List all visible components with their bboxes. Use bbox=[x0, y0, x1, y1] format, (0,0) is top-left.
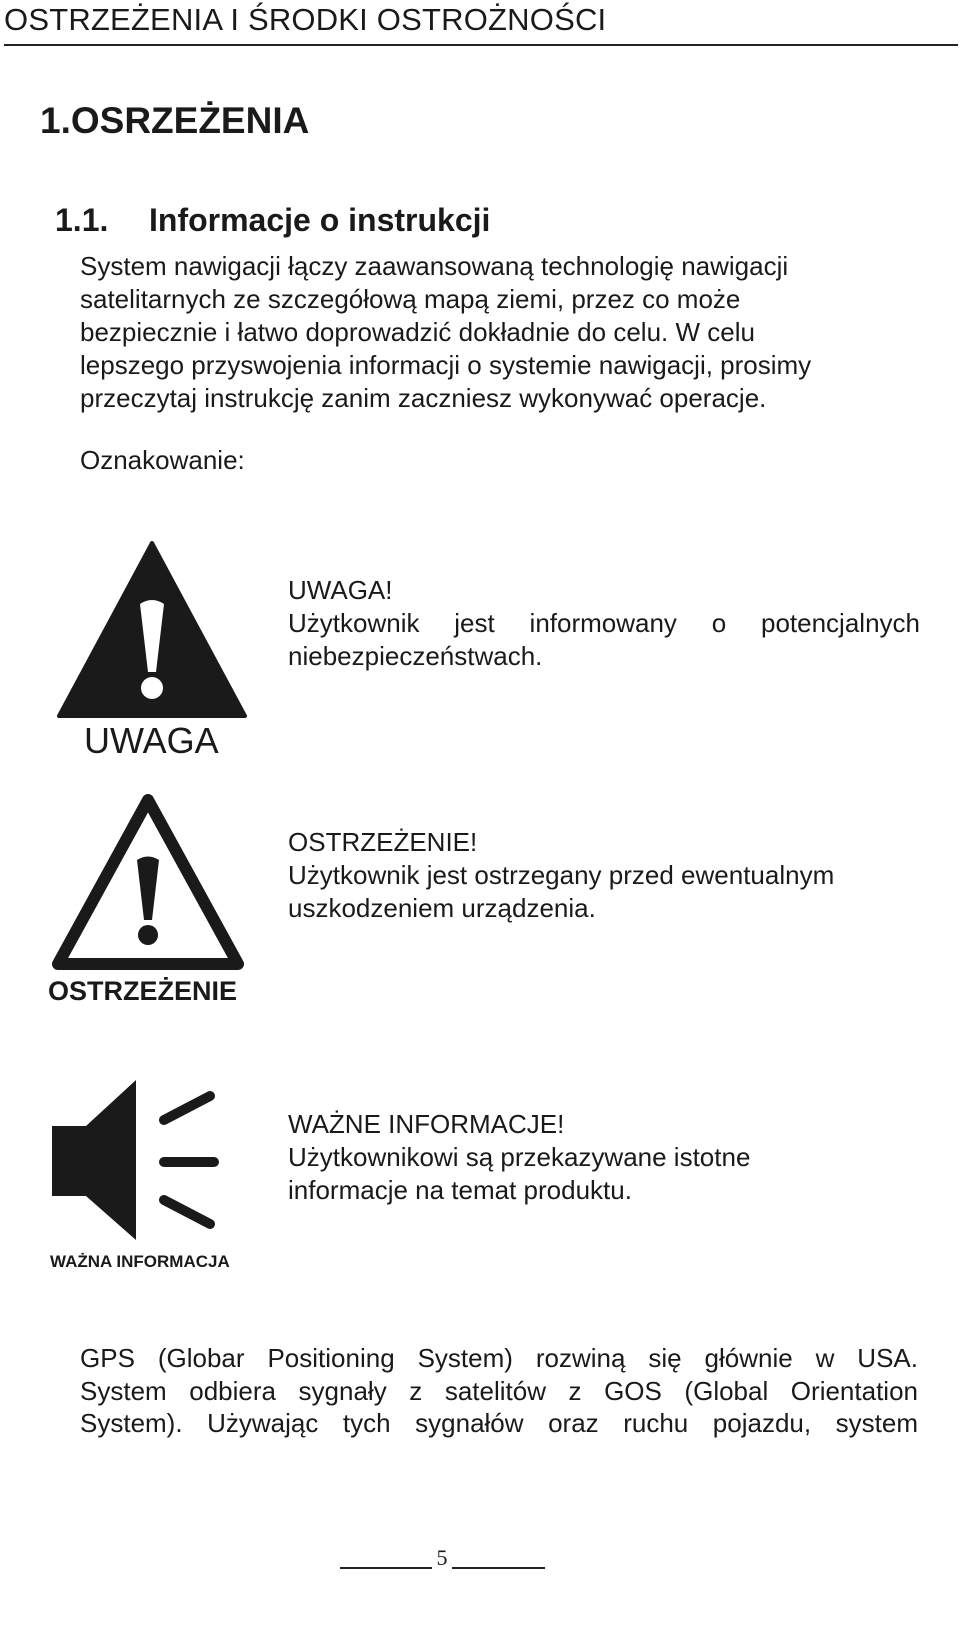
wazna-note-line: informacje na temat produktu. bbox=[288, 1175, 632, 1205]
wazna-note-line: Użytkownikowi są przekazywane istotne bbox=[288, 1142, 751, 1172]
page-header-title: OSTRZEŻENIA I ŚRODKI OSTROŻNOŚCI bbox=[4, 2, 607, 37]
page-footer bbox=[340, 1545, 545, 1575]
speaker-icon bbox=[50, 1078, 220, 1244]
uwaga-icon-caption: UWAGA bbox=[84, 720, 219, 761]
gps-line: System odbiera sygnały z satelitów z GOS (Global Orientation bbox=[80, 1375, 918, 1406]
wazna-note-title: WAŻNE INFORMACJE! bbox=[288, 1109, 565, 1139]
warning-triangle-icon bbox=[56, 540, 248, 720]
header-divider bbox=[4, 44, 958, 46]
uwaga-note-line: niebezpieczeństwach. bbox=[288, 641, 543, 671]
wazna-icon-caption: WAŻNA INFORMACJA bbox=[50, 1252, 230, 1271]
section-heading bbox=[40, 100, 309, 142]
ostrzezenie-note-title: OSTRZEŻENIE! bbox=[288, 827, 478, 857]
markings-label: Oznakowanie: bbox=[80, 445, 245, 475]
intro-paragraph bbox=[80, 250, 940, 415]
gps-paragraph bbox=[80, 1342, 918, 1440]
ostrzezenie-note-line: Użytkownik jest ostrzegany przed ewentualnym bbox=[288, 860, 835, 890]
intro-line: System nawigacji łączy zaawansowaną technologię nawigacji bbox=[80, 251, 789, 281]
gps-line: GPS (Globar Positioning System) rozwiną się głównie w USA. bbox=[80, 1343, 918, 1373]
uwaga-note-title: UWAGA! bbox=[288, 575, 393, 605]
section-title: OSRZEŻENIA bbox=[70, 100, 310, 141]
ostrzezenie-icon-caption: OSTRZEŻENIE bbox=[48, 976, 238, 1006]
wazna-note bbox=[288, 1108, 920, 1207]
uwaga-note bbox=[288, 574, 920, 673]
ostrzezenie-note bbox=[288, 826, 920, 925]
gps-line: System). Używając tych sygnałów oraz ruchu pojazdu, system bbox=[80, 1408, 918, 1438]
intro-line: satelitarnych ze szczegółową mapą ziemi, przez co może bbox=[80, 284, 741, 314]
intro-line: lepszego przyswojenia informacji o systemie nawigacji, prosimy bbox=[80, 350, 812, 380]
subsection-number: 1.1. bbox=[55, 202, 109, 238]
ostrzezenie-note-line: uszkodzeniem urządzenia. bbox=[288, 893, 596, 923]
uwaga-note-line: Użytkownik jest informowany o potencjalnych bbox=[288, 608, 920, 638]
intro-line: bezpiecznie i łatwo doprowadzić dokładnie do celu. W celu bbox=[80, 317, 755, 347]
subsection-title: Informacje o instrukcji bbox=[149, 202, 491, 238]
section-number: 1. bbox=[40, 100, 71, 141]
page-number: 5 bbox=[432, 1545, 452, 1571]
caution-triangle-icon bbox=[52, 794, 244, 970]
intro-line: przeczytaj instrukcję zanim zaczniesz wykonywać operacje. bbox=[80, 383, 767, 413]
subsection-heading bbox=[55, 202, 490, 239]
